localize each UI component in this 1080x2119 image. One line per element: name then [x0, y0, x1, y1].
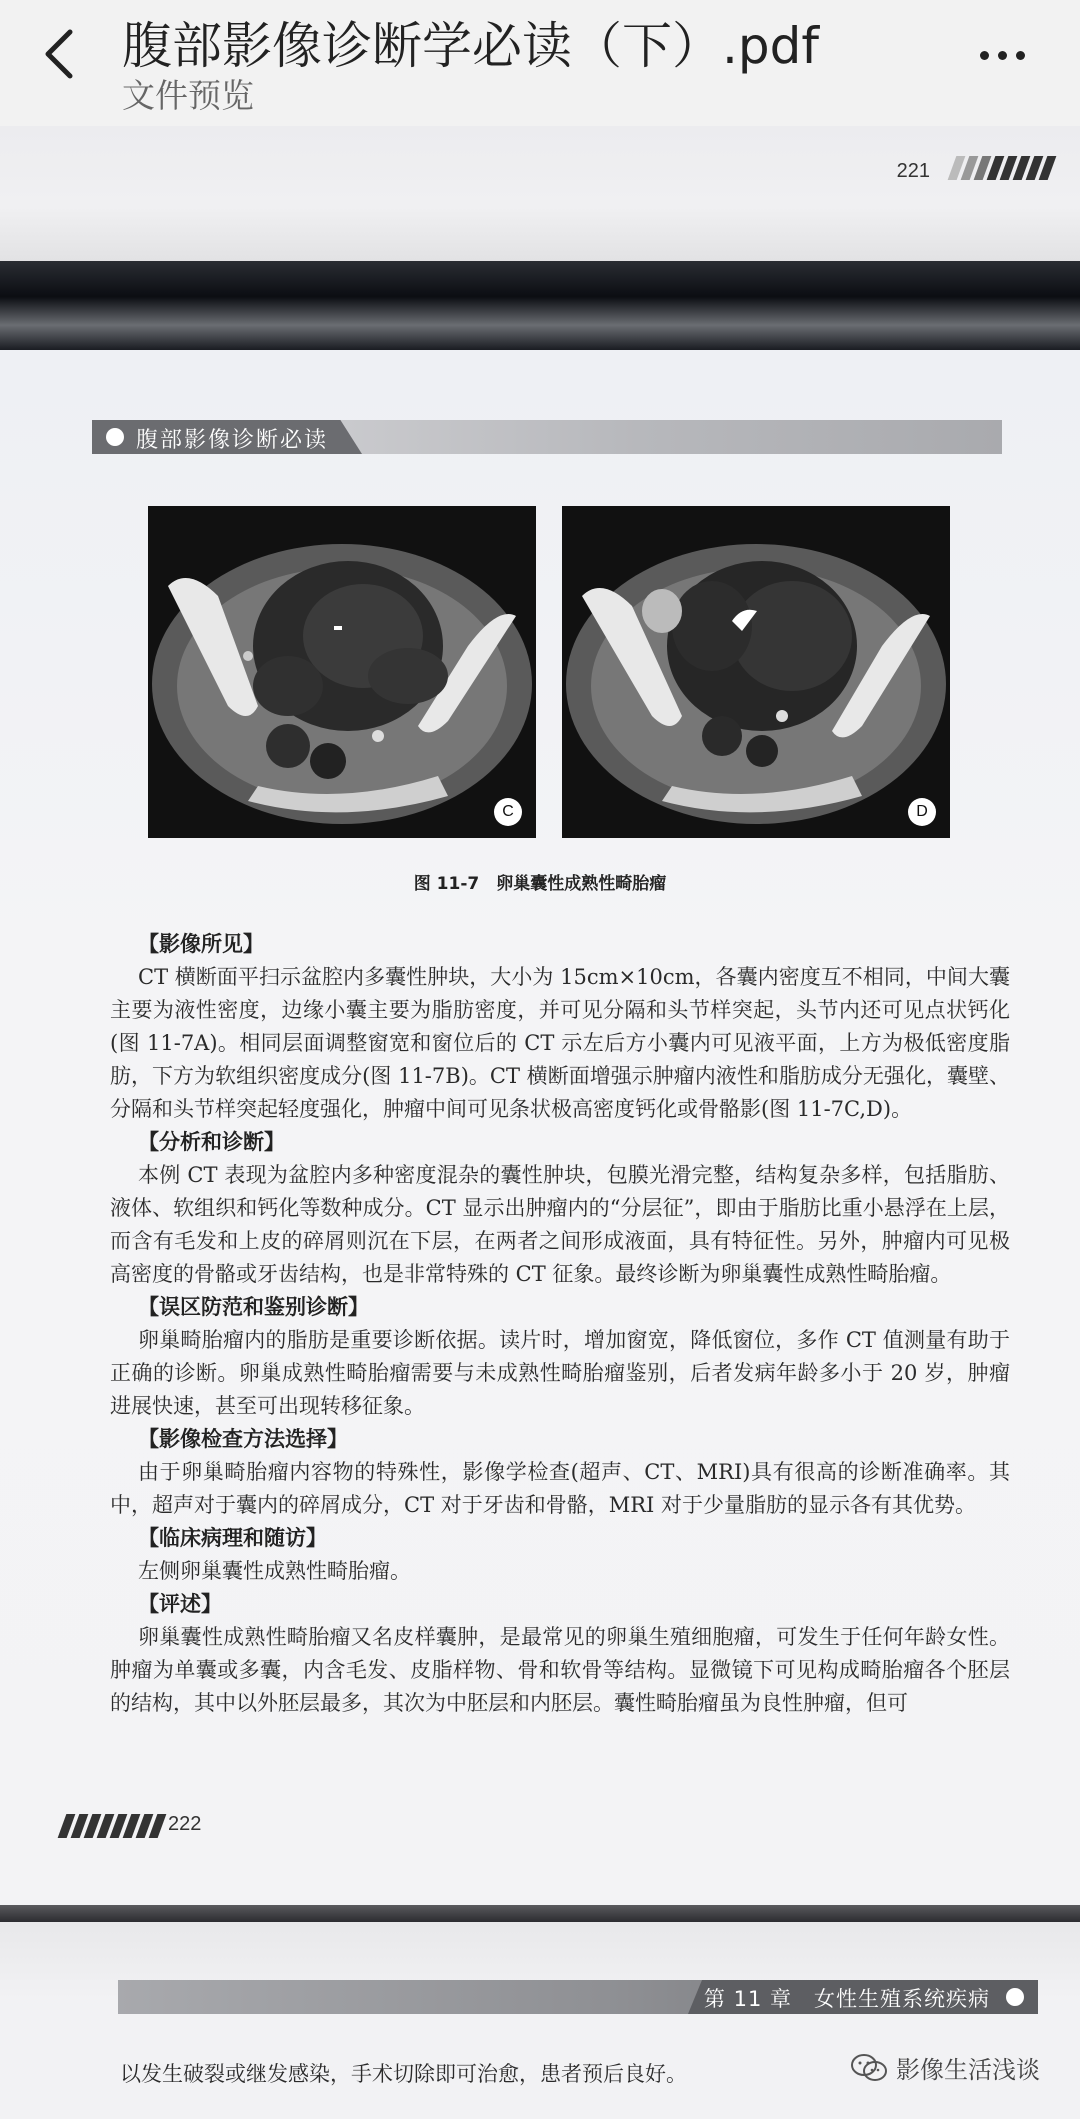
page-number: 221 [896, 160, 930, 182]
book-header-band [92, 420, 1002, 454]
ct-image-c [148, 506, 536, 838]
file-title: 腹部影像诊断学必读（下）.pdf [122, 17, 819, 75]
watermark-text: 影像生活浅谈 [896, 2056, 1040, 2084]
section-heading: 【误区防范和鉴别诊断】 [138, 1295, 369, 1319]
page-stripes-decoration [62, 1814, 162, 1838]
pdf-page-222[interactable] [0, 350, 1080, 1905]
chevron-left-icon [36, 24, 86, 84]
section-paragraph: CT 横断面平扫示盆腔内多囊性肿块，大小为 15cm×10cm，各囊内密度互不相同，中间大囊主要为液性密度，边缘小囊主要为脂肪密度，并可见分隔和头节样突起，头节内还可见点状钙化(图 11-7A)。相同层面调整窗宽和窗位后的 CT 示左后方小囊内可见液平面，上方为极低密度脂肪，下方为软组织密度成分(图 11-7B)。CT 横断面增强示肿瘤内液性和脂肪成分无强化，囊壁、分隔和头节样突起轻度强化，肿瘤中间可见条状极高密度钙化或骨骼影(图 11-7C,D)。 [110, 965, 1010, 1121]
pdf-page-221[interactable] [0, 126, 1080, 261]
bullet-icon [1006, 1988, 1024, 2006]
more-horizontal-icon [980, 51, 989, 60]
section-paragraph: 卵巢畸胎瘤内的脂肪是重要诊断依据。读片时，增加窗宽，降低窗位，多作 CT 值测量有助于正确的诊断。卵巢成熟性畸胎瘤需要与未成熟性畸胎瘤鉴别，后者发病年龄多小于 20 岁，肿瘤进展快速，甚至可出现转移征象。 [110, 1328, 1010, 1418]
image-label: D [908, 798, 936, 826]
chapter-title: 第 11 章 女性生殖系统疾病 [703, 1987, 990, 2011]
chapter-header-band [118, 1980, 1038, 2014]
page-gap [0, 261, 1080, 350]
app-header [0, 0, 1080, 126]
page-stripes-decoration [952, 156, 1052, 180]
page-number: 222 [168, 1813, 202, 1835]
image-label: C [494, 798, 522, 826]
wechat-icon [850, 2052, 888, 2084]
section-heading: 【分析和诊断】 [138, 1130, 285, 1154]
section-paragraph: 卵巢囊性成熟性畸胎瘤又名皮样囊肿，是最常见的卵巢生殖细胞瘤，可发生于任何年龄女性。肿瘤为单囊或多囊，内含毛发、皮脂样物、骨和软骨等结构。显微镜下可见构成畸胎瘤各个胚层的结构，其中以外胚层最多，其次为中胚层和内胚层。囊性畸胎瘤虽为良性肿瘤，但可 [110, 1625, 1010, 1715]
section-paragraph: 由于卵巢畸胎瘤内容物的特殊性，影像学检查(超声、CT、MRI)具有很高的诊断准确率。其中，超声对于囊内的碎屑成分，CT 对于牙齿和骨骼，MRI 对于少量脂肪的显示各有其优势。 [110, 1460, 1010, 1517]
page-gap [0, 1905, 1080, 1922]
section-heading: 【影像所见】 [138, 932, 264, 956]
more-button[interactable] [980, 40, 1040, 70]
ct-scan-image [148, 506, 536, 838]
bullet-icon [106, 428, 124, 446]
file-subtitle: 文件预览 [122, 76, 254, 115]
section-heading: 【临床病理和随访】 [138, 1526, 327, 1550]
book-title: 腹部影像诊断必读 [136, 428, 329, 453]
section-paragraph: 本例 CT 表现为盆腔内多种密度混杂的囊性肿块，包膜光滑完整，结构复杂多样，包括脂肪、液体、软组织和钙化等数种成分。CT 显示出肿瘤内的“分层征”，即由于脂肪比重小悬浮在上层，而含有毛发和上皮的碎屑则沉在下层，在两者之间形成液面，具有特征性。另外，肿瘤内可见极高密度的骨骼或牙齿结构，也是非常特殊的 CT 征象。最终诊断为卵巢囊性成熟性畸胎瘤。 [110, 1163, 1010, 1286]
section-heading: 【影像检查方法选择】 [138, 1427, 348, 1451]
ct-scan-image [562, 506, 950, 838]
watermark [850, 2050, 1040, 2085]
section-heading: 【评述】 [138, 1592, 222, 1616]
back-button[interactable] [36, 24, 86, 84]
article-body [110, 928, 1010, 1720]
section-paragraph: 左侧卵巢囊性成熟性畸胎瘤。 [138, 1559, 411, 1583]
figure-caption: 图 11-7 卵巢囊性成熟性畸胎瘤 [413, 874, 667, 894]
pdf-page-223[interactable] [0, 1922, 1080, 2119]
continued-text: 以发生破裂或继发感染，手术切除即可治愈，患者预后良好。 [120, 2062, 687, 2086]
ct-image-d [562, 506, 950, 838]
